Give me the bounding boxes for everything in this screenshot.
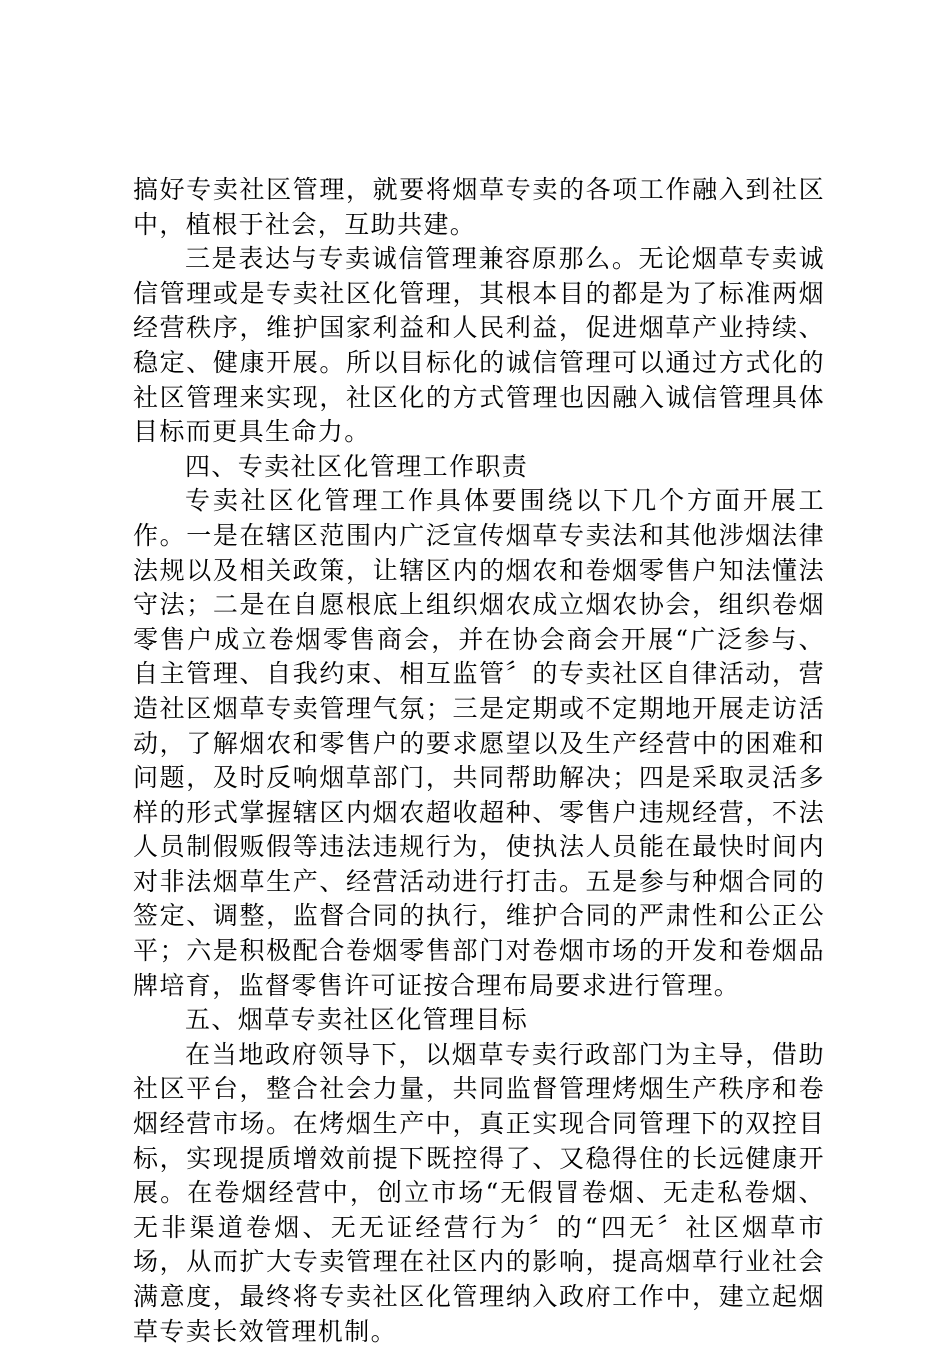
paragraph-responsibilities: 专卖社区化管理工作具体要围绕以下几个方面开展工作。一是在辖区范围内广泛宣传烟草专卖法和其他涉烟法律法规以及相关政策，让辖区内的烟农和卷烟零售户知法懂法守法；二是在自愿根底上组织烟农成立烟农协会，组织卷烟零售户成立卷烟零售商会，并在协会商会开展“广泛参与、自主管理、自我约束、相互监管〞的专卖社区自律活动，营造社区烟草专卖管理气氛；三是定期或不定期地开展走访活动，了解烟农和零售户的要求愿望以及生产经营中的困难和问题，及时反响烟草部门，共同帮助解决；四是采取灵活多样的形式掌握辖区内烟农超收超种、零售户违规经营，不法人员制假贩假等违法违规行为，使执法人员能在最快时间内对非法烟草生产、经营活动进行打击。五是参与种烟合同的签定、调整，监督合同的执行，维护合同的严肃性和公正公平；六是积极配合卷烟零售部门对卷烟市场的开发和卷烟品牌培育，监督零售许可证按合理布局要求进行管理。 [133, 486, 825, 1000]
paragraph-integrity-compatibility: 三是表达与专卖诚信管理兼容原那么。无论烟草专卖诚信管理或是专卖社区化管理，其根本目的都是为了标准两烟经营秩序，维护国家利益和人民利益，促进烟草产业持续、稳定、健康开展。所以目标化的诚信管理可以通过方式化的社区管理来实现，社区化的方式管理也因融入诚信管理具体目标而更具生命力。 [133, 244, 825, 447]
paragraph-continuation: 搞好专卖社区管理，就要将烟草专卖的各项工作融入到社区中，植根于社会，互助共建。 [133, 175, 825, 239]
document-page [133, 173, 825, 1349]
paragraph-goals: 在当地政府领导下，以烟草专卖行政部门为主导，借助社区平台，整合社会力量，共同监督管理烤烟生产秩序和卷烟经营市场。在烤烟生产中，真正实现合同管理下的双控目标，实现提质增效前提下既控得了、又稳得住的长远健康开展。在卷烟经营中，创立市场“无假冒卷烟、无走私卷烟、无非渠道卷烟、无无证经营行为〞的“四无〞社区烟草市场，从而扩大专卖管理在社区内的影响，提高烟草行业社会满意度，最终将专卖社区化管理纳入政府工作中，建立起烟草专卖长效管理机制。 [133, 1039, 825, 1346]
section-heading-5: 五、烟草专卖社区化管理目标 [185, 1005, 529, 1035]
section-heading-4: 四、专卖社区化管理工作职责 [185, 451, 529, 481]
